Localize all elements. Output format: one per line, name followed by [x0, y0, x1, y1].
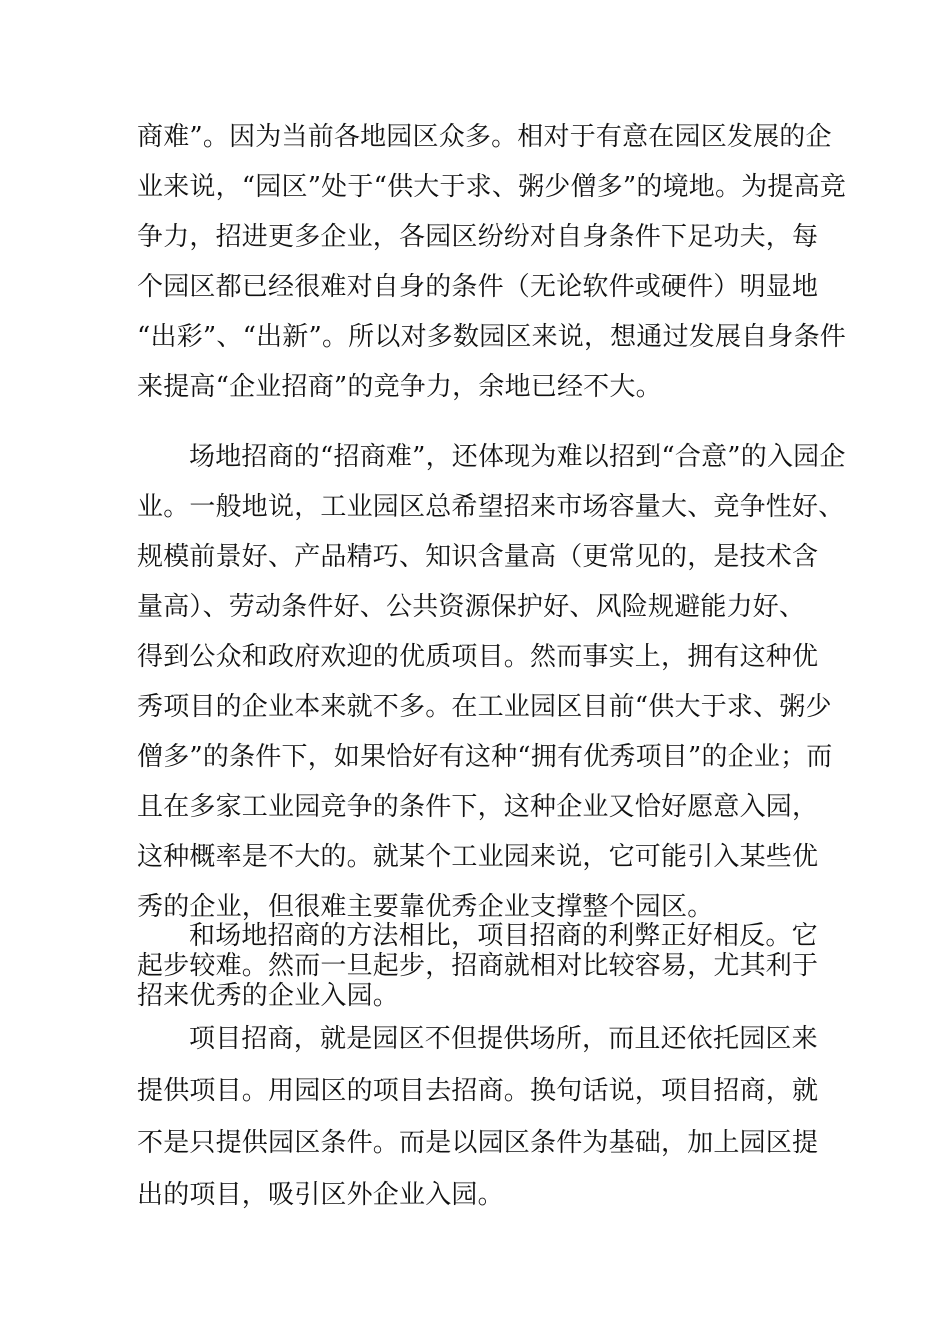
- paragraph-1: [137, 112, 846, 412]
- text-line: 商难”。因为当前各地园区众多。相对于有意在园区发展的企: [137, 122, 832, 152]
- text-line: 来提高“企业招商”的竞争力，余地已经不大。: [137, 372, 662, 402]
- paragraph-4: [137, 1013, 827, 1221]
- text-line: 秀的企业，但很难主要靠优秀企业支撑整个园区。: [137, 892, 714, 922]
- text-line: 这种概率是不大的。就某个工业园来说，它可能引入某些优: [137, 842, 819, 872]
- paragraph-3: [137, 921, 827, 1011]
- text-line: 业来说，“园区”处于“供大于求、粥少僧多”的境地。为提高竞: [137, 172, 846, 202]
- text-line: 且在多家工业园竞争的条件下，这种企业又恰好愿意入园，: [137, 792, 819, 822]
- text-line: 起步较难。然而一旦起步，招商就相对比较容易，尤其利于: [137, 951, 819, 981]
- text-line: 量高）、劳动条件好、公共资源保护好、风险规避能力好、: [137, 592, 806, 622]
- text-line: 争力，招进更多企业，各园区纷纷对自身条件下足功夫，每: [137, 222, 819, 252]
- text-line: 出的项目，吸引区外企业入园。: [137, 1180, 504, 1210]
- text-line: 场地招商的“招商难”，还体现为难以招到“合意”的入园企: [189, 442, 846, 472]
- text-line: 招来优秀的企业入园。: [137, 981, 400, 1011]
- text-line: 不是只提供园区条件。而是以园区条件为基础，加上园区提: [137, 1128, 819, 1158]
- text-line: 业。一般地说，工业园区总希望招来市场容量大、竞争性好、: [137, 492, 845, 522]
- text-line: 规模前景好、产品精巧、知识含量高（更常见的，是技术含: [137, 542, 819, 572]
- text-line: 提供项目。用园区的项目去招商。换句话说，项目招商，就: [137, 1076, 819, 1106]
- text-line: 秀项目的企业本来就不多。在工业园区目前“供大于求、粥少: [137, 692, 832, 722]
- text-line: 得到公众和政府欢迎的优质项目。然而事实上，拥有这种优: [137, 642, 819, 672]
- text-line: 和场地招商的方法相比，项目招商的利弊正好相反。它: [189, 921, 818, 951]
- text-line: 个园区都已经很难对自身的条件（无论软件或硬件）明显地: [137, 272, 819, 302]
- text-line: “出彩”、“出新”。所以对多数园区来说，想通过发展自身条件: [137, 322, 846, 352]
- paragraph-2: [137, 432, 846, 932]
- text-line: 项目招商，就是园区不但提供场所，而且还依托园区来: [189, 1024, 818, 1054]
- text-line: 僧多”的条件下，如果恰好有这种“拥有优秀项目”的企业；而: [137, 742, 833, 772]
